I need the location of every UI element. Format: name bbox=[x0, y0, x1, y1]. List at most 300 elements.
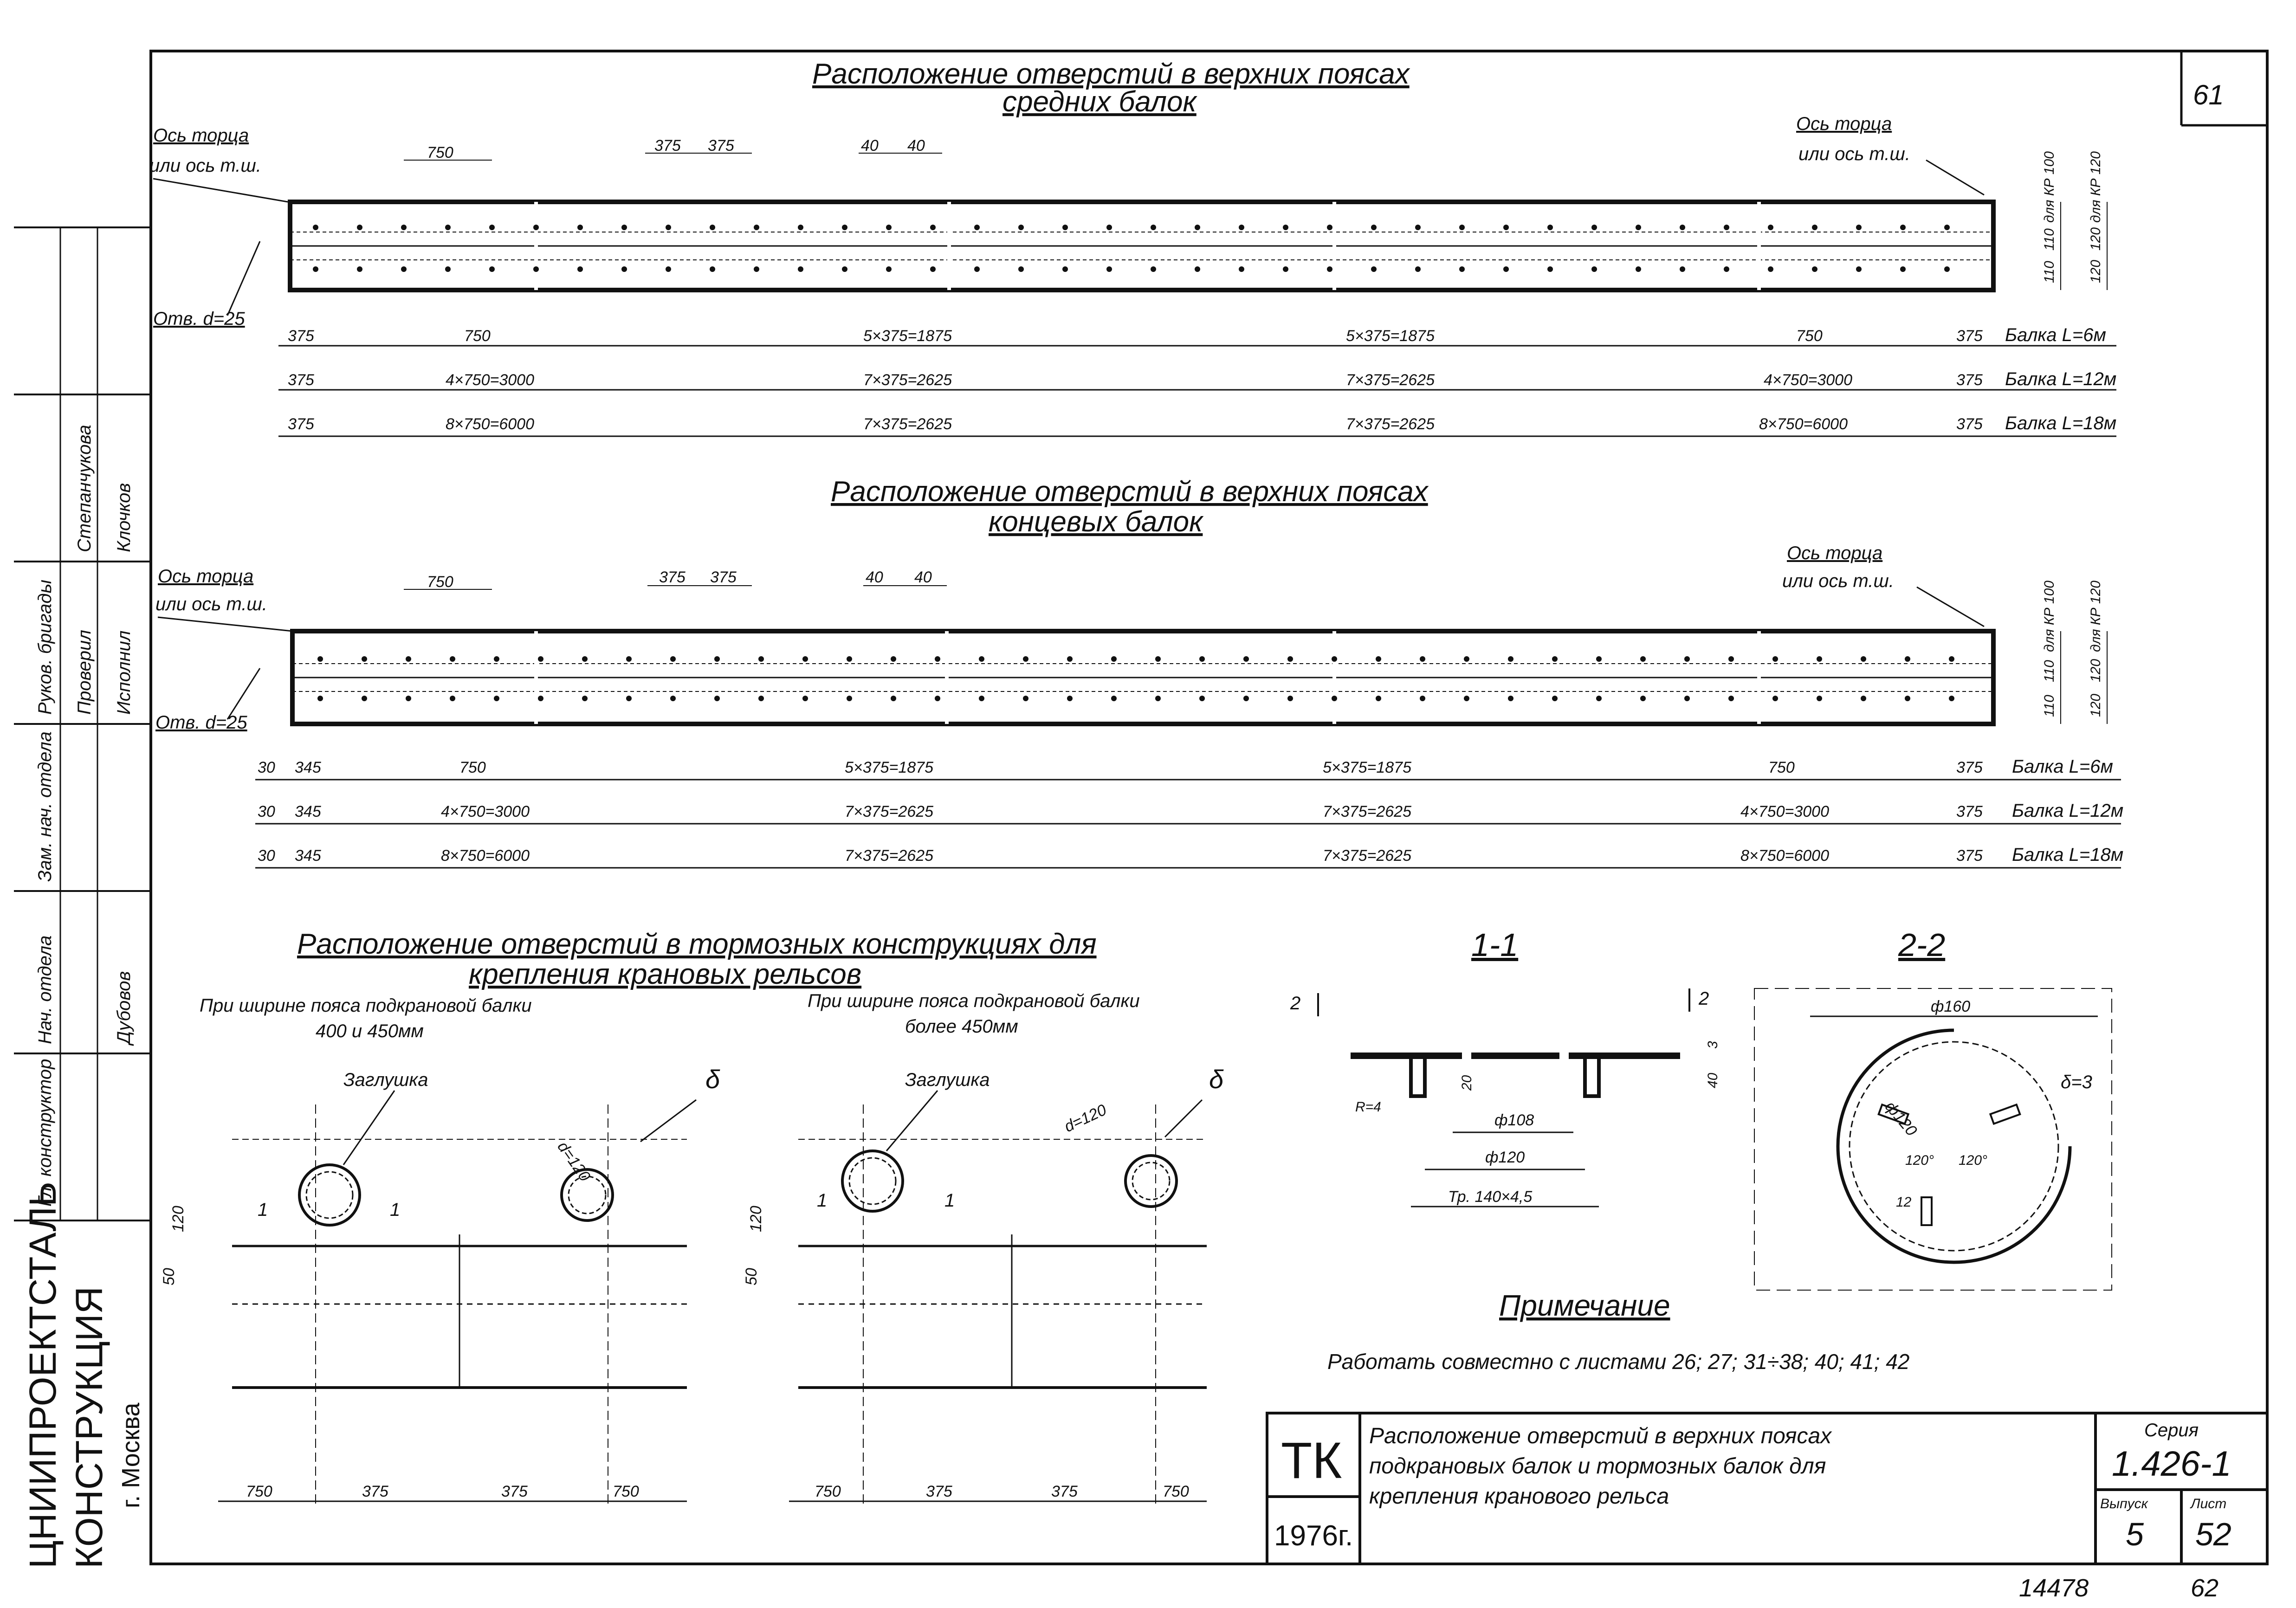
svg-text:375: 375 bbox=[710, 568, 737, 586]
bolt-hole bbox=[710, 266, 715, 272]
svg-text:Серия: Серия bbox=[2144, 1420, 2199, 1440]
svg-text:d=120: d=120 bbox=[1061, 1101, 1109, 1136]
bolt-hole bbox=[842, 266, 847, 272]
svg-text:Балка L=6м: Балка L=6м bbox=[2012, 756, 2113, 777]
svg-text:375: 375 bbox=[1051, 1483, 1078, 1500]
svg-text:345: 345 bbox=[295, 759, 321, 776]
bolt-hole bbox=[1636, 266, 1641, 272]
svg-text:750: 750 bbox=[427, 573, 453, 591]
svg-text:7×375=2625: 7×375=2625 bbox=[845, 847, 933, 865]
svg-text:400 и 450мм: 400 и 450мм bbox=[316, 1021, 424, 1041]
bolt-hole bbox=[1728, 696, 1734, 701]
bolt-hole bbox=[714, 696, 720, 701]
section-middle-title: Расположение отверстий в верхних поясах bbox=[812, 58, 1410, 90]
bolt-hole bbox=[1371, 225, 1377, 230]
svg-text:120: 120 bbox=[2088, 693, 2103, 717]
bolt-hole bbox=[802, 656, 808, 662]
detail-2-2-title: 2-2 bbox=[1898, 927, 1946, 963]
bolt-hole bbox=[317, 696, 323, 701]
bolt-hole bbox=[445, 266, 451, 272]
role-5: Проверил bbox=[74, 630, 95, 715]
svg-text:δ=3: δ=3 bbox=[2061, 1072, 2092, 1092]
svg-text:Ось торца: Ось торца bbox=[1796, 114, 1892, 134]
svg-text:120: 120 bbox=[747, 1206, 765, 1232]
svg-text:1: 1 bbox=[258, 1200, 268, 1220]
svg-text:5×375=1875: 5×375=1875 bbox=[845, 759, 933, 776]
bolt-hole bbox=[1812, 225, 1817, 230]
bolt-hole bbox=[670, 696, 676, 701]
svg-text:40: 40 bbox=[866, 568, 883, 586]
bolt-hole bbox=[1376, 696, 1381, 701]
bolt-hole bbox=[1508, 696, 1513, 701]
bolt-hole bbox=[1596, 656, 1602, 662]
svg-text:750: 750 bbox=[1163, 1483, 1189, 1500]
bolt-hole bbox=[1768, 225, 1773, 230]
bolt-hole bbox=[1944, 266, 1950, 272]
bolt-hole bbox=[1155, 656, 1161, 662]
bolt-hole bbox=[1106, 225, 1112, 230]
svg-text:8×750=6000: 8×750=6000 bbox=[1759, 415, 1848, 433]
svg-text:375: 375 bbox=[659, 568, 686, 586]
bolt-hole bbox=[406, 696, 411, 701]
bolt-hole bbox=[401, 266, 407, 272]
bolt-hole bbox=[1949, 696, 1954, 701]
bolt-hole bbox=[1287, 696, 1293, 701]
end-dim-row-3 bbox=[255, 845, 2123, 868]
bolt-hole bbox=[802, 696, 808, 701]
svg-text:для КР 100: для КР 100 bbox=[2042, 581, 2057, 652]
svg-text:4×750=3000: 4×750=3000 bbox=[441, 803, 530, 820]
svg-text:345: 345 bbox=[295, 847, 321, 865]
section-end-beams bbox=[155, 476, 2123, 868]
name-2: Клочков bbox=[114, 483, 134, 552]
svg-text:750: 750 bbox=[1768, 759, 1795, 776]
bolt-hole bbox=[1327, 266, 1332, 272]
section-middle-beams bbox=[149, 58, 2116, 436]
bolt-hole bbox=[1636, 225, 1641, 230]
svg-text:750: 750 bbox=[613, 1483, 639, 1500]
bolt-hole bbox=[1111, 696, 1117, 701]
bolt-hole bbox=[577, 225, 583, 230]
svg-text:Балка L=18м: Балка L=18м bbox=[2012, 845, 2124, 865]
bolt-hole bbox=[1905, 656, 1910, 662]
bolt-hole bbox=[714, 656, 720, 662]
bolt-hole bbox=[847, 696, 852, 701]
svg-text:d=120: d=120 bbox=[554, 1138, 594, 1185]
bolt-hole bbox=[357, 225, 362, 230]
svg-text:750: 750 bbox=[1796, 327, 1823, 345]
detail-1-1-title: 1-1 bbox=[1471, 927, 1519, 963]
svg-text:120°: 120° bbox=[1905, 1153, 1934, 1168]
bolt-hole bbox=[313, 266, 318, 272]
bolt-hole bbox=[1640, 696, 1646, 701]
bolt-hole bbox=[1949, 656, 1954, 662]
bolt-hole bbox=[450, 656, 455, 662]
name-1: Дубовов bbox=[114, 971, 134, 1044]
bolt-hole bbox=[1415, 266, 1421, 272]
bolt-hole bbox=[1591, 266, 1597, 272]
svg-text:4×750=3000: 4×750=3000 bbox=[1740, 803, 1829, 820]
section-brake bbox=[160, 928, 1224, 1504]
bolt-hole bbox=[1106, 266, 1112, 272]
bolt-hole bbox=[1596, 696, 1602, 701]
bolt-hole bbox=[1151, 266, 1156, 272]
svg-text:375: 375 bbox=[926, 1483, 952, 1500]
footer-right: 62 bbox=[2191, 1574, 2219, 1602]
bolt-hole bbox=[1905, 696, 1910, 701]
bolt-hole bbox=[1376, 656, 1381, 662]
bolt-hole bbox=[935, 696, 940, 701]
svg-text:Ось торца: Ось торца bbox=[1787, 543, 1883, 563]
svg-text:750: 750 bbox=[815, 1483, 841, 1500]
svg-text:120: 120 bbox=[169, 1206, 187, 1232]
svg-text:2: 2 bbox=[1699, 988, 1709, 1009]
bolt-hole bbox=[1151, 225, 1156, 230]
stamp-year: 1976г. bbox=[1274, 1520, 1353, 1552]
brake-detail-left bbox=[160, 1065, 720, 1504]
bolt-hole bbox=[1023, 656, 1028, 662]
bolt-hole bbox=[1287, 656, 1293, 662]
role-4: Руков. бригады bbox=[35, 580, 55, 715]
bolt-hole bbox=[1111, 656, 1117, 662]
bolt-hole bbox=[494, 656, 499, 662]
bolt-hole bbox=[1018, 225, 1024, 230]
bolt-hole bbox=[886, 266, 892, 272]
svg-text:8×750=6000: 8×750=6000 bbox=[441, 847, 530, 865]
bolt-hole bbox=[1861, 656, 1866, 662]
bolt-hole bbox=[1062, 266, 1068, 272]
svg-text:40: 40 bbox=[914, 568, 932, 586]
svg-text:Отв. d=25: Отв. d=25 bbox=[155, 712, 247, 733]
bolt-hole bbox=[842, 225, 847, 230]
svg-text:375: 375 bbox=[1956, 415, 1983, 433]
bolt-hole bbox=[666, 225, 671, 230]
bolt-hole bbox=[1552, 656, 1558, 662]
org-city: г. Москва bbox=[117, 1402, 145, 1508]
bolt-hole bbox=[1199, 696, 1205, 701]
note-text: Работать совместно с листами 26; 27; 31÷38; 40; 41; 42 bbox=[1327, 1350, 1910, 1374]
detail-1-1 bbox=[1290, 927, 1720, 1207]
bolt-hole bbox=[974, 225, 980, 230]
bolt-hole bbox=[1155, 696, 1161, 701]
svg-text:ф108: ф108 bbox=[1494, 1111, 1534, 1129]
svg-text:7×375=2625: 7×375=2625 bbox=[863, 415, 952, 433]
bolt-hole bbox=[1283, 266, 1288, 272]
bolt-hole bbox=[1856, 266, 1862, 272]
bolt-hole bbox=[494, 696, 499, 701]
svg-text:375: 375 bbox=[501, 1483, 528, 1500]
svg-text:Балка L=6м: Балка L=6м bbox=[2005, 325, 2106, 345]
bolt-hole bbox=[1420, 656, 1425, 662]
bolt-hole bbox=[621, 266, 627, 272]
section-brake-subtitle: крепления крановых рельсов bbox=[469, 958, 862, 990]
bolt-hole bbox=[1944, 225, 1950, 230]
bolt-hole bbox=[445, 225, 451, 230]
bolt-hole bbox=[1503, 266, 1509, 272]
bolt-hole bbox=[666, 266, 671, 272]
svg-text:R=4: R=4 bbox=[1355, 1099, 1381, 1115]
detail-2-2 bbox=[1754, 927, 2112, 1290]
svg-text:375: 375 bbox=[1956, 803, 1983, 820]
svg-text:375: 375 bbox=[1956, 847, 1983, 865]
bolt-hole bbox=[1817, 656, 1822, 662]
svg-text:для КР 120: для КР 120 bbox=[2088, 151, 2103, 223]
title-stamp bbox=[1267, 1413, 2267, 1564]
bolt-hole bbox=[935, 656, 940, 662]
bolt-hole bbox=[401, 225, 407, 230]
bolt-hole bbox=[847, 656, 852, 662]
svg-text:375: 375 bbox=[362, 1483, 388, 1500]
role-2: Нач. отдела bbox=[35, 935, 55, 1044]
bolt-hole bbox=[626, 656, 632, 662]
bolt-hole bbox=[1591, 225, 1597, 230]
svg-text:4×750=3000: 4×750=3000 bbox=[446, 371, 534, 389]
bolt-hole bbox=[489, 266, 495, 272]
svg-text:110: 110 bbox=[2042, 261, 2057, 283]
bolt-hole bbox=[1552, 696, 1558, 701]
svg-text:При ширине пояса подкрановой б: При ширине пояса подкрановой балки bbox=[808, 991, 1140, 1011]
bolt-hole bbox=[1900, 266, 1906, 272]
bolt-hole bbox=[891, 656, 896, 662]
bolt-hole bbox=[1503, 225, 1509, 230]
bolt-hole bbox=[582, 656, 588, 662]
svg-text:5×375=1875: 5×375=1875 bbox=[863, 327, 952, 345]
bolt-hole bbox=[710, 225, 715, 230]
bolt-hole bbox=[1724, 266, 1729, 272]
svg-text:Заглушка: Заглушка bbox=[343, 1070, 428, 1090]
bolt-hole bbox=[1459, 225, 1465, 230]
svg-text:375: 375 bbox=[288, 327, 314, 345]
bolt-hole bbox=[450, 696, 455, 701]
svg-text:Тр. 140×4,5: Тр. 140×4,5 bbox=[1448, 1188, 1533, 1206]
bolt-hole bbox=[1768, 266, 1773, 272]
svg-text:375: 375 bbox=[1956, 759, 1983, 776]
bolt-hole bbox=[582, 696, 588, 701]
svg-text:для КР 100: для КР 100 bbox=[2042, 151, 2057, 223]
section-end-subtitle: концевых балок bbox=[989, 506, 1203, 538]
bolt-hole bbox=[1640, 656, 1646, 662]
svg-text:Выпуск: Выпуск bbox=[2100, 1496, 2148, 1511]
svg-text:1: 1 bbox=[944, 1190, 955, 1211]
svg-text:375: 375 bbox=[1956, 371, 1983, 389]
bolt-hole bbox=[1199, 656, 1205, 662]
svg-text:110: 110 bbox=[2042, 660, 2057, 682]
bolt-hole bbox=[1772, 696, 1778, 701]
svg-text:40: 40 bbox=[861, 137, 879, 155]
bolt-hole bbox=[577, 266, 583, 272]
bolt-hole bbox=[1680, 225, 1685, 230]
bolt-hole bbox=[1062, 225, 1068, 230]
svg-text:12: 12 bbox=[1896, 1195, 1912, 1210]
svg-text:крепления кранового рельса: крепления кранового рельса bbox=[1369, 1484, 1669, 1509]
svg-text:или ось т.ш.: или ось т.ш. bbox=[155, 594, 267, 614]
svg-text:110: 110 bbox=[2042, 695, 2057, 717]
end-dim-row-2 bbox=[255, 801, 2123, 824]
bolt-hole bbox=[758, 656, 764, 662]
bolt-hole bbox=[1332, 656, 1337, 662]
section-middle-subtitle: средних балок bbox=[1002, 86, 1197, 118]
svg-text:375: 375 bbox=[654, 137, 681, 155]
bolt-hole bbox=[406, 656, 411, 662]
bolt-hole bbox=[362, 656, 367, 662]
stamp-issue: 5 bbox=[2126, 1516, 2144, 1552]
bolt-hole bbox=[357, 266, 362, 272]
svg-text:Лист: Лист bbox=[2191, 1496, 2227, 1511]
role-6: Исполнил bbox=[114, 630, 134, 715]
bolt-hole bbox=[1459, 266, 1465, 272]
bolt-hole bbox=[1243, 696, 1249, 701]
svg-text:375: 375 bbox=[288, 371, 314, 389]
middle-dim-row-1 bbox=[278, 325, 2116, 346]
svg-text:Балка L=12м: Балка L=12м bbox=[2012, 801, 2124, 821]
role-3: Зам. нач. отдела bbox=[35, 731, 55, 882]
svg-text:1: 1 bbox=[817, 1190, 828, 1211]
bolt-hole bbox=[1464, 696, 1469, 701]
bolt-hole bbox=[798, 266, 803, 272]
svg-text:или ось т.ш.: или ось т.ш. bbox=[1798, 144, 1910, 164]
bolt-hole bbox=[362, 696, 367, 701]
bolt-hole bbox=[1684, 696, 1690, 701]
svg-text:Отв. d=25: Отв. d=25 bbox=[153, 309, 245, 329]
svg-text:7×375=2625: 7×375=2625 bbox=[1323, 803, 1411, 820]
bolt-hole bbox=[313, 225, 318, 230]
bolt-hole bbox=[1420, 696, 1425, 701]
svg-text:375: 375 bbox=[288, 415, 314, 433]
bolt-hole bbox=[979, 656, 984, 662]
bolt-hole bbox=[538, 656, 543, 662]
svg-text:3: 3 bbox=[1705, 1041, 1720, 1049]
svg-text:7×375=2625: 7×375=2625 bbox=[1346, 415, 1435, 433]
section-end-title: Расположение отверстий в верхних поясах bbox=[831, 476, 1428, 508]
bolt-hole bbox=[1817, 696, 1822, 701]
bolt-hole bbox=[1371, 266, 1377, 272]
svg-text:345: 345 bbox=[295, 803, 321, 820]
bolt-hole bbox=[1239, 266, 1244, 272]
svg-text:8×750=6000: 8×750=6000 bbox=[1740, 847, 1829, 865]
name-3: Степанчукова bbox=[74, 425, 95, 552]
bolt-hole bbox=[891, 696, 896, 701]
svg-text:40: 40 bbox=[1705, 1072, 1720, 1088]
svg-text:или ось т.ш.: или ось т.ш. bbox=[149, 155, 261, 176]
bolt-hole bbox=[1018, 266, 1024, 272]
svg-text:7×375=2625: 7×375=2625 bbox=[863, 371, 952, 389]
bolt-hole bbox=[621, 225, 627, 230]
middle-dim-row-3 bbox=[278, 413, 2116, 436]
svg-text:или ось т.ш.: или ось т.ш. bbox=[1782, 571, 1894, 591]
bolt-hole bbox=[1415, 225, 1421, 230]
bolt-hole bbox=[1724, 225, 1729, 230]
bolt-hole bbox=[758, 696, 764, 701]
svg-text:750: 750 bbox=[464, 327, 491, 345]
svg-text:Ось торца: Ось торца bbox=[153, 125, 249, 146]
svg-text:1: 1 bbox=[390, 1200, 401, 1220]
bolt-hole bbox=[1023, 696, 1028, 701]
svg-text:4×750=3000: 4×750=3000 bbox=[1764, 371, 1852, 389]
bolt-hole bbox=[1728, 656, 1734, 662]
svg-text:δ: δ bbox=[705, 1065, 720, 1094]
svg-text:40: 40 bbox=[907, 137, 925, 155]
bolt-hole bbox=[533, 266, 539, 272]
svg-text:Заглушка: Заглушка bbox=[905, 1070, 990, 1090]
bolt-hole bbox=[1900, 225, 1906, 230]
bolt-hole bbox=[1772, 656, 1778, 662]
svg-text:При ширине пояса подкрановой б: При ширине пояса подкрановой балки bbox=[200, 995, 532, 1016]
svg-text:30: 30 bbox=[258, 847, 275, 865]
svg-text:120°: 120° bbox=[1959, 1153, 1988, 1168]
org-name: ЦНИИПРОЕКТСТАЛЬ bbox=[22, 1182, 64, 1569]
bolt-hole bbox=[1327, 225, 1332, 230]
bolt-hole bbox=[886, 225, 892, 230]
page-number: 61 bbox=[2193, 79, 2224, 110]
svg-text:750: 750 bbox=[459, 759, 486, 776]
role-1: Гл. конструктор bbox=[35, 1059, 55, 1207]
svg-text:120: 120 bbox=[2088, 659, 2103, 682]
bolt-hole bbox=[1684, 656, 1690, 662]
svg-text:подкрановых балок и тормозных: подкрановых балок и тормозных балок для bbox=[1369, 1454, 1826, 1479]
svg-text:120: 120 bbox=[2088, 259, 2103, 283]
bolt-hole bbox=[1547, 225, 1553, 230]
bolt-hole bbox=[974, 266, 980, 272]
bolt-hole bbox=[1067, 656, 1073, 662]
bolt-hole bbox=[1861, 696, 1866, 701]
svg-text:8×750=6000: 8×750=6000 bbox=[446, 415, 534, 433]
svg-text:375: 375 bbox=[708, 137, 734, 155]
svg-text:ф120: ф120 bbox=[1881, 1098, 1921, 1140]
bolt-hole bbox=[1239, 225, 1244, 230]
bolt-hole bbox=[979, 696, 984, 701]
svg-text:Расположение отверстий в верхн: Расположение отверстий в верхних поясах bbox=[1369, 1424, 1832, 1448]
svg-text:50: 50 bbox=[160, 1268, 178, 1285]
bolt-hole bbox=[538, 696, 543, 701]
bolt-hole bbox=[1243, 656, 1249, 662]
svg-text:5×375=1875: 5×375=1875 bbox=[1346, 327, 1435, 345]
svg-text:ф120: ф120 bbox=[1485, 1149, 1525, 1166]
svg-text:5×375=1875: 5×375=1875 bbox=[1323, 759, 1411, 776]
bolt-hole bbox=[1195, 225, 1200, 230]
svg-text:20: 20 bbox=[1459, 1075, 1475, 1091]
svg-text:120: 120 bbox=[2088, 227, 2103, 251]
bolt-hole bbox=[930, 225, 936, 230]
bolt-hole bbox=[1067, 696, 1073, 701]
bolt-hole bbox=[670, 656, 676, 662]
svg-text:Ось торца: Ось торца bbox=[158, 566, 254, 587]
svg-text:7×375=2625: 7×375=2625 bbox=[1323, 847, 1411, 865]
svg-text:для КР 120: для КР 120 bbox=[2088, 581, 2103, 652]
bolt-hole bbox=[1283, 225, 1288, 230]
svg-text:30: 30 bbox=[258, 803, 275, 820]
svg-text:375: 375 bbox=[1956, 327, 1983, 345]
end-dim-row-1 bbox=[255, 756, 2121, 780]
svg-text:более 450мм: более 450мм bbox=[905, 1016, 1018, 1037]
bolt-hole bbox=[317, 656, 323, 662]
bolt-hole bbox=[1195, 266, 1200, 272]
svg-text:Балка L=18м: Балка L=18м bbox=[2005, 413, 2117, 433]
bolt-hole bbox=[626, 696, 632, 701]
svg-text:7×375=2625: 7×375=2625 bbox=[1346, 371, 1435, 389]
stamp-sheet: 52 bbox=[2195, 1516, 2231, 1552]
svg-text:7×375=2625: 7×375=2625 bbox=[845, 803, 933, 820]
bolt-hole bbox=[1812, 266, 1817, 272]
bolt-hole bbox=[1547, 266, 1553, 272]
stamp-series: 1.426-1 bbox=[2112, 1444, 2231, 1484]
brake-detail-right bbox=[743, 1065, 1224, 1504]
bolt-hole bbox=[1856, 225, 1862, 230]
bolt-hole bbox=[1332, 696, 1337, 701]
bolt-hole bbox=[1464, 656, 1469, 662]
bolt-hole bbox=[798, 225, 803, 230]
svg-text:2: 2 bbox=[1290, 993, 1301, 1014]
footer-left: 14478 bbox=[2019, 1574, 2089, 1602]
